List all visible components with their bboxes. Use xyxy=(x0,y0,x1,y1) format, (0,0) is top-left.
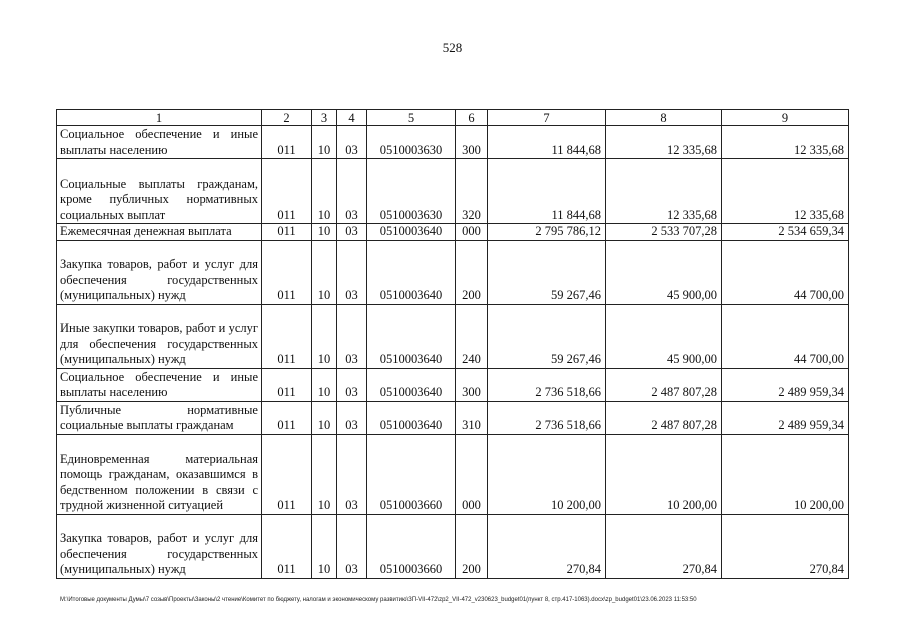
cell-subsection: 03 xyxy=(337,224,367,241)
cell-section: 10 xyxy=(312,368,337,401)
cell-amount-9: 12 335,68 xyxy=(722,126,849,159)
cell-target-article: 0510003660 xyxy=(367,434,456,514)
cell-amount-9: 12 335,68 xyxy=(722,159,849,224)
cell-target-article: 0510003630 xyxy=(367,159,456,224)
column-header: 4 xyxy=(337,110,367,126)
cell-amount-8: 12 335,68 xyxy=(606,159,722,224)
cell-amount-8: 2 487 807,28 xyxy=(606,368,722,401)
cell-amount-7: 59 267,46 xyxy=(488,240,606,304)
table-row xyxy=(57,434,849,514)
cell-section: 10 xyxy=(312,224,337,241)
table-header-row xyxy=(57,110,849,126)
cell-ministry-code: 011 xyxy=(262,368,312,401)
budget-table xyxy=(56,109,849,579)
cell-ministry-code: 011 xyxy=(262,126,312,159)
table-row xyxy=(57,304,849,368)
cell-expense-type: 310 xyxy=(456,401,488,434)
row-name: Публичные нормативные социальные выплаты гражданам xyxy=(57,401,262,434)
cell-subsection: 03 xyxy=(337,126,367,159)
row-name: Закупка товаров, работ и услуг для обеспечения государственных (муниципальных) нужд xyxy=(57,514,262,578)
row-name: Закупка товаров, работ и услуг для обеспечения государственных (муниципальных) нужд xyxy=(57,240,262,304)
row-name: Социальные выплаты гражданам, кроме публичных нормативных социальных выплат xyxy=(57,159,262,224)
row-name: Социальное обеспечение и иные выплаты населению xyxy=(57,126,262,159)
table-row xyxy=(57,126,849,159)
cell-amount-9: 2 489 959,34 xyxy=(722,401,849,434)
row-name: Единовременная материальная помощь гражданам, оказавшимся в бедственном положении в связи с трудной жизненной ситуацией xyxy=(57,434,262,514)
cell-amount-7: 11 844,68 xyxy=(488,126,606,159)
cell-amount-7: 2 736 518,66 xyxy=(488,368,606,401)
cell-section: 10 xyxy=(312,401,337,434)
cell-amount-8: 2 533 707,28 xyxy=(606,224,722,241)
cell-target-article: 0510003640 xyxy=(367,304,456,368)
cell-target-article: 0510003630 xyxy=(367,126,456,159)
cell-section: 10 xyxy=(312,514,337,578)
cell-expense-type: 300 xyxy=(456,368,488,401)
cell-target-article: 0510003640 xyxy=(367,240,456,304)
cell-amount-9: 2 489 959,34 xyxy=(722,368,849,401)
cell-ministry-code: 011 xyxy=(262,304,312,368)
cell-amount-9: 44 700,00 xyxy=(722,304,849,368)
cell-subsection: 03 xyxy=(337,240,367,304)
cell-ministry-code: 011 xyxy=(262,514,312,578)
cell-target-article: 0510003640 xyxy=(367,368,456,401)
cell-section: 10 xyxy=(312,126,337,159)
cell-subsection: 03 xyxy=(337,434,367,514)
cell-amount-8: 10 200,00 xyxy=(606,434,722,514)
column-header: 1 xyxy=(57,110,262,126)
cell-subsection: 03 xyxy=(337,401,367,434)
cell-expense-type: 000 xyxy=(456,224,488,241)
column-header: 8 xyxy=(606,110,722,126)
cell-ministry-code: 011 xyxy=(262,240,312,304)
cell-subsection: 03 xyxy=(337,514,367,578)
cell-amount-9: 44 700,00 xyxy=(722,240,849,304)
cell-target-article: 0510003640 xyxy=(367,224,456,241)
cell-amount-9: 2 534 659,34 xyxy=(722,224,849,241)
cell-ministry-code: 011 xyxy=(262,401,312,434)
cell-amount-8: 2 487 807,28 xyxy=(606,401,722,434)
cell-amount-7: 11 844,68 xyxy=(488,159,606,224)
cell-amount-8: 45 900,00 xyxy=(606,240,722,304)
table-row xyxy=(57,159,849,224)
cell-expense-type: 200 xyxy=(456,514,488,578)
cell-subsection: 03 xyxy=(337,368,367,401)
cell-expense-type: 000 xyxy=(456,434,488,514)
cell-ministry-code: 011 xyxy=(262,434,312,514)
column-header: 6 xyxy=(456,110,488,126)
table-row xyxy=(57,368,849,401)
cell-amount-9: 270,84 xyxy=(722,514,849,578)
cell-amount-8: 12 335,68 xyxy=(606,126,722,159)
table-row xyxy=(57,224,849,241)
column-header: 9 xyxy=(722,110,849,126)
cell-amount-8: 45 900,00 xyxy=(606,304,722,368)
cell-expense-type: 300 xyxy=(456,126,488,159)
cell-amount-8: 270,84 xyxy=(606,514,722,578)
cell-amount-9: 10 200,00 xyxy=(722,434,849,514)
cell-amount-7: 59 267,46 xyxy=(488,304,606,368)
cell-expense-type: 240 xyxy=(456,304,488,368)
cell-section: 10 xyxy=(312,304,337,368)
cell-ministry-code: 011 xyxy=(262,159,312,224)
cell-subsection: 03 xyxy=(337,159,367,224)
cell-amount-7: 10 200,00 xyxy=(488,434,606,514)
cell-amount-7: 2 736 518,66 xyxy=(488,401,606,434)
column-header: 3 xyxy=(312,110,337,126)
cell-expense-type: 200 xyxy=(456,240,488,304)
cell-amount-7: 270,84 xyxy=(488,514,606,578)
cell-subsection: 03 xyxy=(337,304,367,368)
cell-target-article: 0510003640 xyxy=(367,401,456,434)
row-name: Иные закупки товаров, работ и услуг для обеспечения государственных (муниципальных) нужд xyxy=(57,304,262,368)
column-header: 7 xyxy=(488,110,606,126)
document-path-footer: M:\Итоговые документы Думы\7 созыв\Проекты\Законы\2 чтение\Комитет по бюджету, налогам и экономическому развитию\ЗП-VII-472\zp2_VII-472_v230623_budget01(пункт 8, стр.417-1063).docx\zp_budget01\23.06.2023 11:53:50 xyxy=(60,597,697,603)
cell-amount-7: 2 795 786,12 xyxy=(488,224,606,241)
cell-section: 10 xyxy=(312,434,337,514)
cell-target-article: 0510003660 xyxy=(367,514,456,578)
column-header: 5 xyxy=(367,110,456,126)
table-row xyxy=(57,240,849,304)
cell-section: 10 xyxy=(312,240,337,304)
row-name: Ежемесячная денежная выплата xyxy=(57,224,262,241)
cell-ministry-code: 011 xyxy=(262,224,312,241)
table-row xyxy=(57,514,849,578)
row-name: Социальное обеспечение и иные выплаты населению xyxy=(57,368,262,401)
column-header: 2 xyxy=(262,110,312,126)
cell-expense-type: 320 xyxy=(456,159,488,224)
table-row xyxy=(57,401,849,434)
cell-section: 10 xyxy=(312,159,337,224)
page-number: 528 xyxy=(442,40,463,55)
